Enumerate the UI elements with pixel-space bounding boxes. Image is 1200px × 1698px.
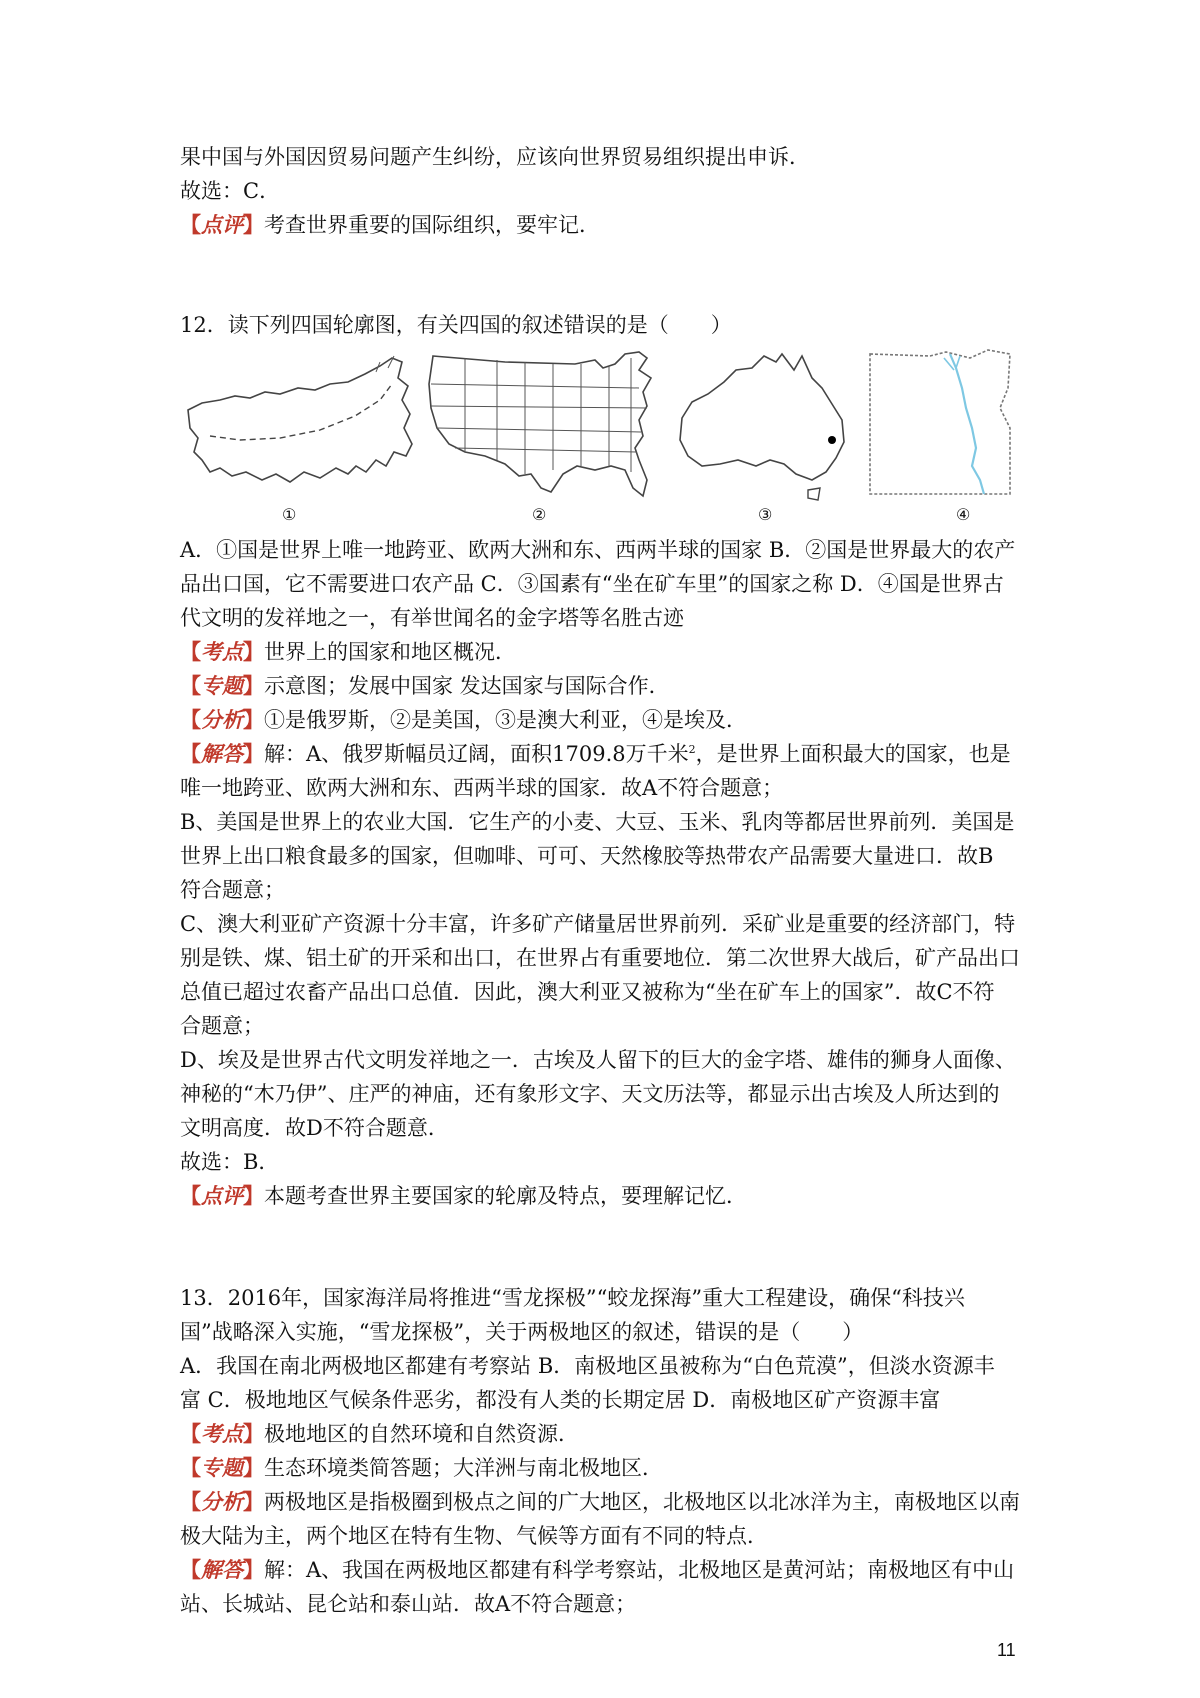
q12-c-line4: 合题意； bbox=[180, 1014, 264, 1038]
q12-d-line1: D、埃及是世界古代文明发祥地之一．古埃及人留下的巨大的金字塔、雄伟的狮身人面像、 bbox=[180, 1048, 1016, 1072]
q13-jieda: 【解答】解：A、我国在两极地区都建有科学考察站，北极地区是黄河站；南极地区有中山 bbox=[180, 1557, 1015, 1582]
q12-kaodian: 【考点】世界上的国家和地区概况． bbox=[180, 639, 516, 664]
q12-options-line2: 品出口国，它不需要进口农产品 C．③国素有“坐在矿车里”的国家之称 D．④国是世界古 bbox=[180, 572, 1004, 596]
australia-outline-map bbox=[672, 348, 852, 508]
q13-zhuanti: 【专题】生态环境类简答题；大洋洲与南北极地区． bbox=[180, 1455, 663, 1480]
q13-options-line1: A．我国在南北两极地区都建有考察站 B．南极地区虽被称为“白色荒漠”，但淡水资源丰 bbox=[180, 1354, 995, 1378]
q12-d-line2: 神秘的“木乃伊”、庄严的神庙，还有象形文字、天文历法等，都显示出古埃及人所达到的 bbox=[180, 1082, 1000, 1106]
q12-c-line1: C、澳大利亚矿产资源十分丰富，许多矿产储量居世界前列．采矿业是重要的经济部门，特 bbox=[180, 912, 1016, 936]
q12-c-line3: 总值已超过农畜产品出口总值．因此，澳大利亚又被称为“坐在矿车上的国家”．故C不符 bbox=[180, 980, 995, 1004]
prev-review: 【点评】考查世界重要的国际组织，要牢记． bbox=[180, 212, 600, 237]
q12-options-line1: A．①国是世界上唯一地跨亚、欧两大洲和东、西两半球的国家 B．②国是世界最大的农产 bbox=[180, 538, 1016, 562]
kaodian-tag: 【考点】 bbox=[180, 1421, 264, 1446]
q13-kaodian: 【考点】极地地区的自然环境和自然资源． bbox=[180, 1421, 579, 1446]
country-outline-maps bbox=[180, 348, 1030, 533]
q12-zhuanti: 【专题】示意图；发展中国家 发达国家与国际合作． bbox=[180, 673, 670, 698]
q12-stem: 12．读下列四国轮廓图，有关四国的叙述错误的是（ ） bbox=[180, 313, 732, 337]
map-label-4: ④ bbox=[956, 505, 971, 524]
egypt-outline-map bbox=[860, 348, 1030, 508]
q13-jieda-line2: 站、长城站、昆仑站和泰山站．故A不符合题意； bbox=[180, 1592, 637, 1616]
q13-options-line2: 富 C．极地地区气候条件恶劣，都没有人类的长期定居 D．南极地区矿产资源丰富 bbox=[180, 1388, 941, 1412]
prev-answer-line: 果中国与外国因贸易问题产生纠纷，应该向世界贸易组织提出申诉． bbox=[180, 145, 810, 169]
q13-stem-line2: 国”战略深入实施，“雪龙探极”，关于两极地区的叙述，错误的是（ ） bbox=[180, 1320, 864, 1344]
q12-c-line2: 别是铁、煤、铝土矿的开采和出口，在世界占有重要地位．第二次世界大战后，矿产品出口 bbox=[180, 946, 1020, 970]
q12-b-line1: B、美国是世界上的农业大国．它生产的小麦、大豆、玉米、乳肉等都居世界前列．美国是 bbox=[180, 810, 1015, 834]
fenxi-tag: 【分析】 bbox=[180, 707, 264, 732]
fenxi-tag: 【分析】 bbox=[180, 1489, 264, 1514]
russia-outline-map bbox=[180, 348, 420, 508]
jieda-tag: 【解答】 bbox=[180, 1557, 264, 1582]
q13-fenxi: 【分析】两极地区是指极圈到极点之间的广大地区，北极地区以北冰洋为主，南极地区以南 bbox=[180, 1489, 1020, 1514]
page-number: 11 bbox=[997, 1640, 1016, 1660]
q12-jieda: 【解答】解：A、俄罗斯幅员辽阔，面积1709.8万千米$^2$，是世界上面积最大的国家，也是 bbox=[180, 741, 1011, 766]
q13-fenxi-line2: 极大陆为主，两个地区在特有生物、气候等方面有不同的特点． bbox=[180, 1524, 768, 1548]
jieda-tag: 【解答】 bbox=[180, 741, 264, 766]
map-label-2: ② bbox=[532, 505, 547, 524]
q12-options-line3: 代文明的发祥地之一，有举世闻名的金字塔等名胜古迹 bbox=[180, 606, 684, 630]
map-label-3: ③ bbox=[758, 505, 773, 524]
page-content bbox=[180, 140, 1030, 1621]
q12-choice: 故选：B． bbox=[180, 1150, 280, 1174]
q12-b-line3: 符合题意； bbox=[180, 878, 285, 902]
q12-d-line3: 文明高度．故D不符合题意． bbox=[180, 1116, 449, 1140]
review-tag: 【点评】 bbox=[180, 212, 264, 237]
map-label-1: ① bbox=[282, 505, 297, 524]
zhuanti-tag: 【专题】 bbox=[180, 1455, 264, 1480]
prev-choice: 故选：C． bbox=[180, 179, 281, 203]
kaodian-tag: 【考点】 bbox=[180, 639, 264, 664]
q12-jieda-line2: 唯一地跨亚、欧两大洲和东、西两半球的国家．故A不符合题意； bbox=[180, 776, 784, 800]
zhuanti-tag: 【专题】 bbox=[180, 673, 264, 698]
q12-review: 【点评】本题考查世界主要国家的轮廓及特点，要理解记忆． bbox=[180, 1183, 747, 1208]
usa-outline-map bbox=[425, 348, 665, 508]
q13-stem-line1: 13．2016年，国家海洋局将推进“雪龙探极”“蛟龙探海”重大工程建设，确保“科技兴 bbox=[180, 1286, 965, 1310]
review-tag: 【点评】 bbox=[180, 1183, 264, 1208]
q12-b-line2: 世界上出口粮食最多的国家，但咖啡、可可、天然橡胶等热带农产品需要大量进口．故B bbox=[180, 844, 994, 868]
q12-fenxi: 【分析】①是俄罗斯，②是美国，③是澳大利亚，④是埃及． bbox=[180, 707, 747, 732]
